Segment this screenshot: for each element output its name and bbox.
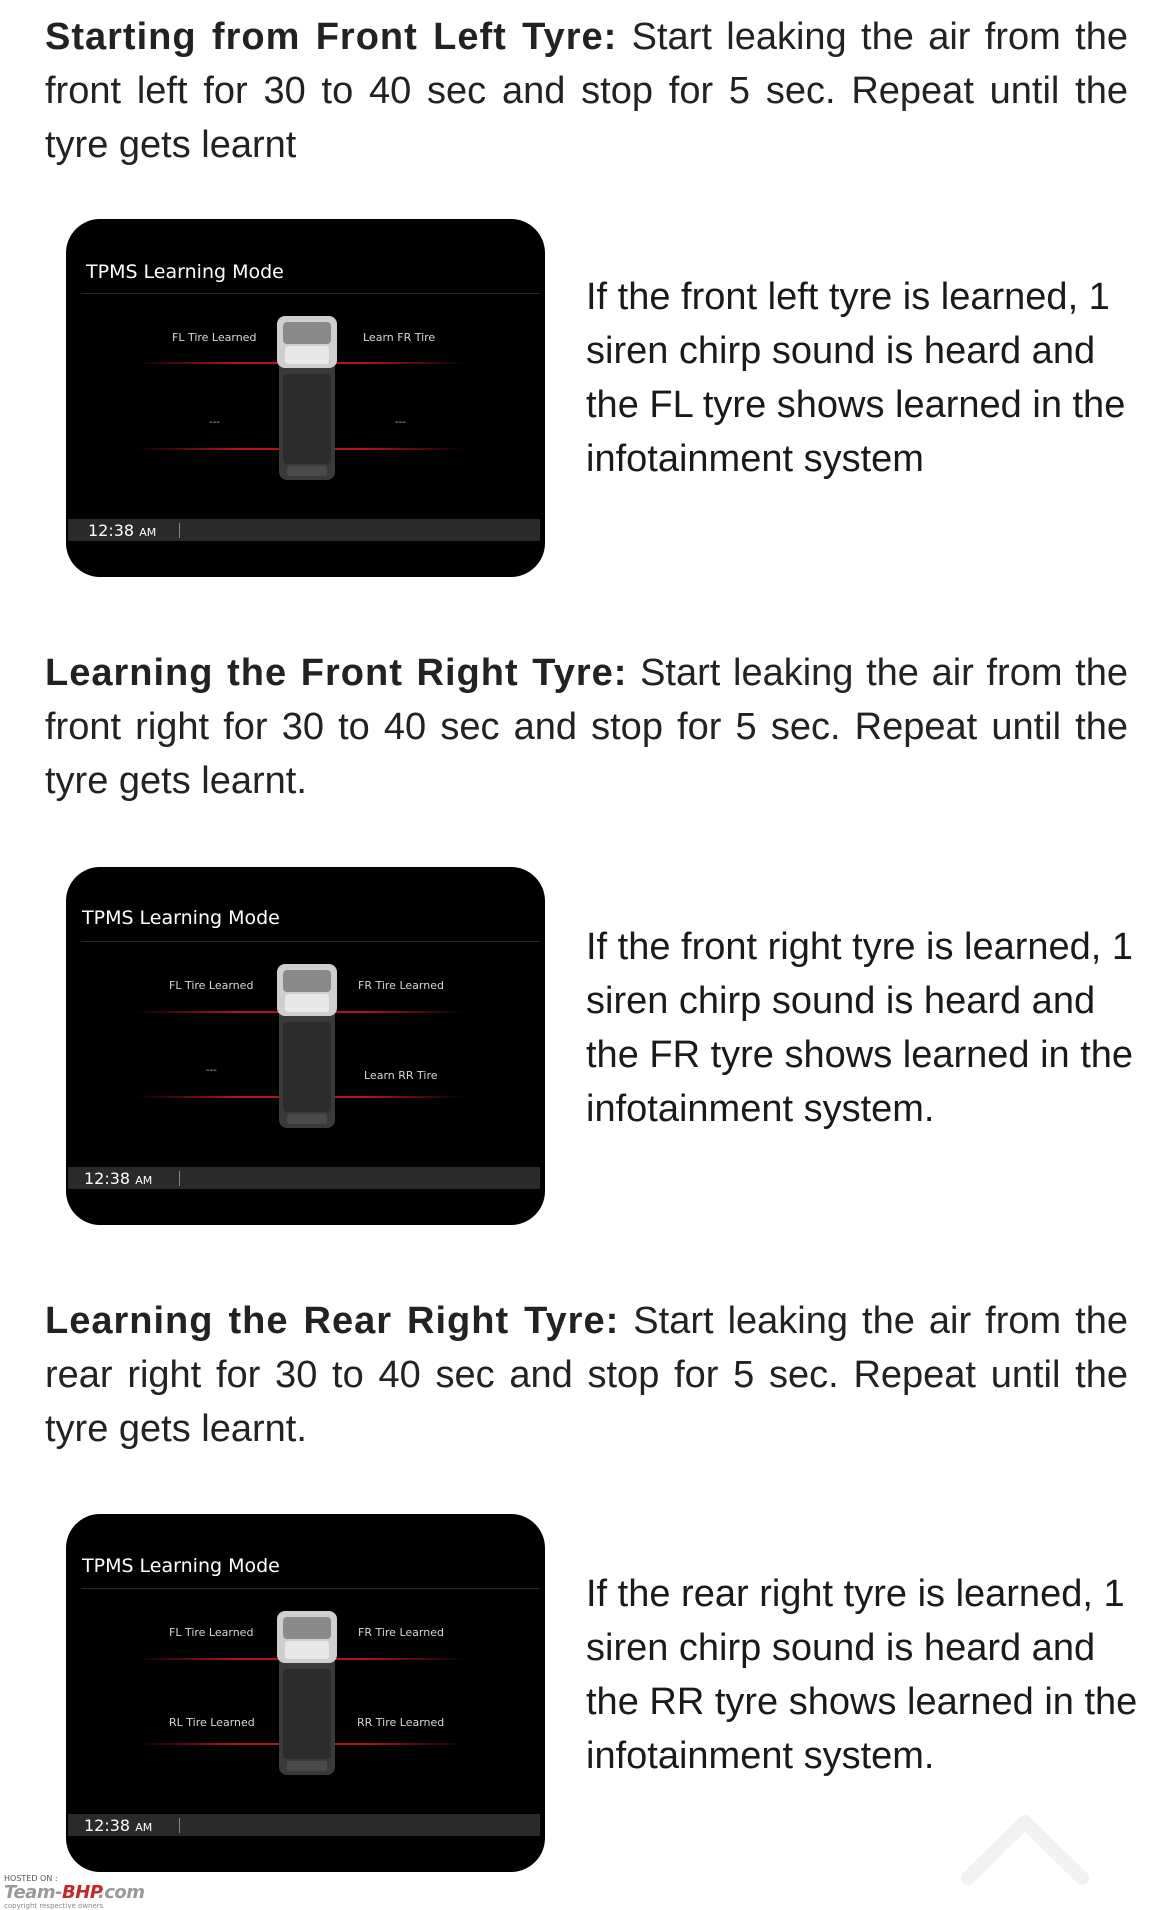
car-top-view-icon xyxy=(275,1609,339,1779)
instruction-heading-1: Starting from Front Left Tyre: xyxy=(45,16,618,58)
clock xyxy=(84,1169,152,1188)
hosted-on-label: HOSTED ON : xyxy=(4,1874,58,1883)
fl-tire-status: FL Tire Learned xyxy=(172,331,257,344)
clock-ampm: AM xyxy=(135,1174,153,1187)
clock xyxy=(88,521,156,540)
status-bar xyxy=(68,1167,540,1189)
fl-tire-status: FL Tire Learned xyxy=(169,1626,254,1639)
fr-tire-status: FR Tire Learned xyxy=(358,1626,444,1639)
instruction-text-3: Start leaking the air from the rear right for 30 to 40 sec and stop for 5 sec. Repeat until the tyre gets learnt. xyxy=(45,1300,1128,1450)
rr-tire-status: RR Tire Learned xyxy=(357,1716,445,1729)
result-text-2: If the front right tyre is learned, 1 siren chirp sound is heard and the FR tyre shows learned in the infotainment system. xyxy=(586,926,1134,1130)
tpms-screen-2 xyxy=(66,867,545,1225)
instruction-heading-3: Learning the Rear Right Tyre: xyxy=(45,1300,620,1342)
instruction-text-2: Start leaking the air from the front right for 30 to 40 sec and stop for 5 sec. Repeat until the tyre gets learnt. xyxy=(45,652,1128,802)
fr-tire-status: Learn FR Tire xyxy=(363,331,436,344)
tpms-screen-3 xyxy=(66,1514,545,1872)
clock xyxy=(84,1816,152,1835)
instruction-paragraph-2 xyxy=(45,646,1128,808)
car-top-view-icon xyxy=(275,962,339,1132)
instruction-paragraph-3 xyxy=(45,1294,1128,1456)
clock-time: 12:38 xyxy=(84,1169,131,1188)
copyright-label: copyright respective owners xyxy=(4,1902,104,1910)
instruction-heading-2: Learning the Front Right Tyre: xyxy=(45,652,628,694)
result-text-3: If the rear right tyre is learned, 1 siren chirp sound is heard and the RR tyre shows learned in the infotainment system. xyxy=(586,1573,1138,1777)
rr-tire-status: Learn RR Tire xyxy=(364,1069,438,1082)
status-bar xyxy=(68,519,540,541)
result-text-1: If the front left tyre is learned, 1 siren chirp sound is heard and the FL tyre shows learned in the infotainment system xyxy=(586,276,1126,480)
tpms-title: TPMS Learning Mode xyxy=(82,1555,280,1577)
rr-tire-status: --- xyxy=(395,417,406,428)
instruction-paragraph-1 xyxy=(45,10,1128,172)
team-bhp-watermark xyxy=(4,1874,145,1910)
rl-tire-status: --- xyxy=(206,1065,217,1076)
clock-time: 12:38 xyxy=(84,1816,131,1835)
car-top-view-icon xyxy=(275,314,339,484)
tpms-screen-1 xyxy=(66,219,545,577)
tpms-title: TPMS Learning Mode xyxy=(82,907,280,929)
team-bhp-logo: Team-BHP.com xyxy=(4,1882,145,1903)
instruction-text-1: Start leaking the air from the front left for 30 to 40 sec and stop for 5 sec. Repeat until the tyre gets learnt xyxy=(45,16,1128,166)
clock-time: 12:38 xyxy=(88,521,135,540)
scroll-to-top-icon[interactable] xyxy=(960,1808,1090,1888)
rl-tire-status: RL Tire Learned xyxy=(169,1716,255,1729)
tpms-title: TPMS Learning Mode xyxy=(86,261,284,283)
status-bar xyxy=(68,1814,540,1836)
clock-ampm: AM xyxy=(135,1821,153,1834)
rl-tire-status: --- xyxy=(209,417,220,428)
fl-tire-status: FL Tire Learned xyxy=(169,979,254,992)
fr-tire-status: FR Tire Learned xyxy=(358,979,444,992)
clock-ampm: AM xyxy=(139,526,157,539)
